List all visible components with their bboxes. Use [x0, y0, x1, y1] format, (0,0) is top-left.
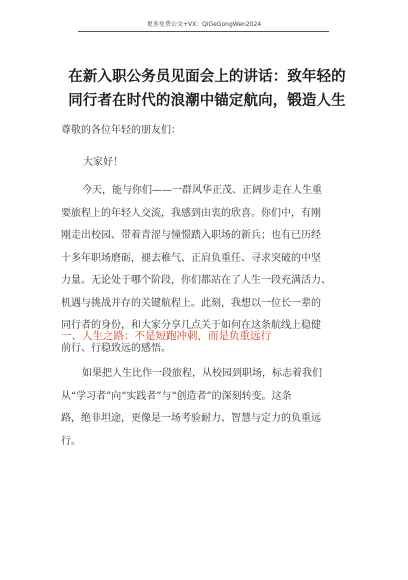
- title-line-1: 在新入职公务员见面会上的讲话：致年轻的: [68, 68, 346, 85]
- paragraph-line: 今天，能与你们——一群风华正茂、正阔步走在人生重: [82, 185, 322, 196]
- paragraph-line: 前行、行稳致远的感悟。: [61, 342, 171, 354]
- paragraph-line: 刚走出校园、带着青涩与憧憬踏入职场的新兵；也有已历经: [61, 230, 321, 241]
- paragraph-line: 如果把人生比作一段旅程，从校园到职场，标志着我们: [82, 368, 322, 379]
- paragraph-line: 十多年职场磨砺，褪去稚气、正肩负重任、寻求突破的中坚: [61, 252, 321, 264]
- paragraph-line: 行。: [61, 435, 81, 447]
- paragraph-line: 力量。无论处于哪个阶段，你们都站在了人生一段充满活力、: [61, 275, 331, 286]
- paragraph-2: [61, 363, 351, 453]
- paragraph-line: 同行者的身份，和大家分享几点关于如何在这条航线上稳健: [61, 320, 321, 331]
- paragraph-line: 路，绝非坦途，更像是一场考验耐力、智慧与定力的负重远: [61, 413, 321, 424]
- title-line-2: 同行者在时代的浪潮中锚定航向，锻造人生: [68, 92, 346, 109]
- paragraph-line: 机遇与挑战并存的关键航程上。此刻，我想以一位长一辈的: [61, 297, 321, 309]
- document-title: [58, 65, 356, 113]
- section-heading: 一、人生之路：不是短跑冲刺，而是负重远行: [61, 330, 271, 342]
- greeting: 大家好！: [83, 157, 123, 168]
- paragraph-line: 要旅程上的年轻人交流，我感到由衷的欣喜。你们中，有刚: [61, 207, 321, 219]
- header-rule: [78, 31, 329, 32]
- paragraph-line: 从“学习者”向“实践者”与“创造者”的深刻转变。这条: [61, 390, 292, 402]
- watermark-text: 更多免费公文+VX：QiGeGongWen2024: [146, 21, 262, 28]
- salutation: 尊敬的各位年轻的朋友们：: [61, 125, 181, 136]
